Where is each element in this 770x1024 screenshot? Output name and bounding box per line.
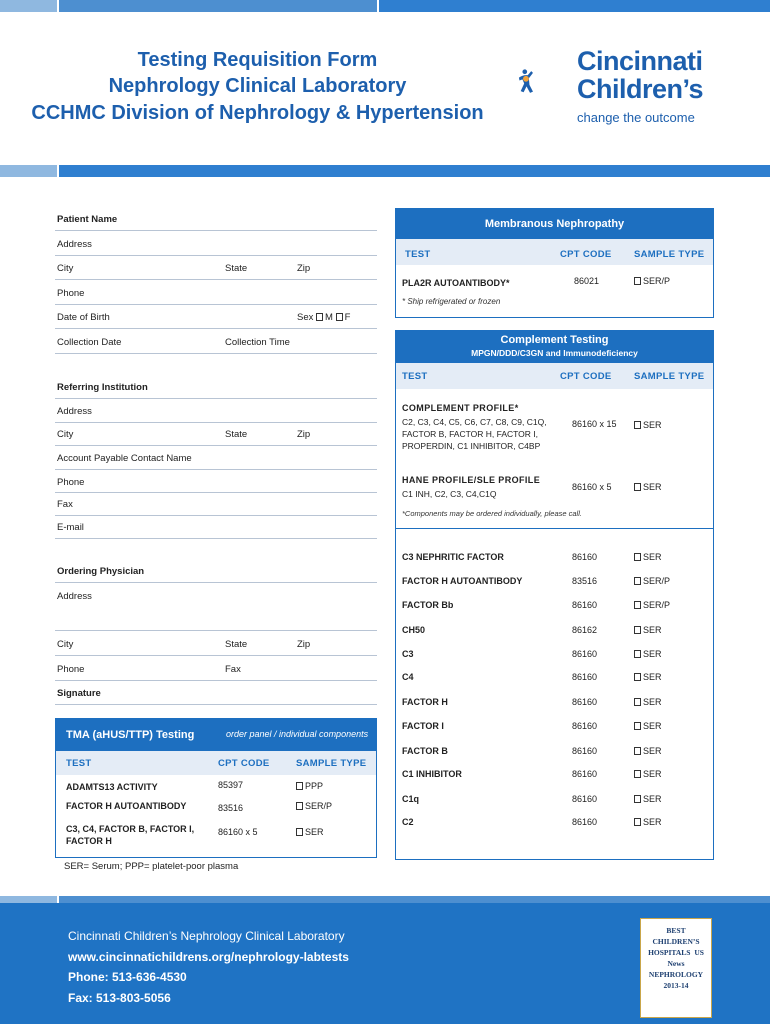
complement-row-cpt: 86160 [572, 672, 598, 682]
footer-url[interactable]: www.cincinnatichildrens.org/nephrology-labtests [68, 950, 349, 964]
membranous-title: Membranous Nephropathy [396, 209, 713, 239]
mn-note: * Ship refrigerated or frozen [402, 297, 501, 306]
complement-row-sample: SER [634, 746, 662, 756]
complement-row-sample: SER [634, 649, 662, 659]
mn-cpt: 86021 [574, 276, 600, 286]
sample-checkbox[interactable] [634, 483, 641, 491]
complement-row-cpt: 83516 [572, 576, 598, 586]
complement-row-cpt: 86160 [572, 721, 598, 731]
sample-legend: SER= Serum; PPP= platelet-poor plasma [64, 861, 239, 872]
sample-checkbox[interactable] [634, 421, 641, 429]
complement-row-test: FACTOR H [402, 697, 448, 707]
mn-col-sample: SAMPLE TYPE [634, 249, 705, 260]
tma-row-test: FACTOR H AUTOANTIBODY [66, 801, 187, 811]
sample-checkbox[interactable] [634, 818, 641, 826]
ord-address-label: Address [57, 591, 92, 602]
mn-sample: SER/P [634, 276, 670, 286]
ref-email-label: E-mail [57, 522, 84, 533]
complement-header [396, 331, 713, 363]
sample-checkbox[interactable] [634, 770, 641, 778]
patient-state-label: State [225, 263, 248, 274]
divider [55, 230, 377, 231]
complement-row-test: FACTOR I [402, 721, 444, 731]
ap-contact-label: Account Payable Contact Name [57, 453, 192, 464]
complement-row-cpt: 86160 [572, 552, 598, 562]
tma-row-test-line2: FACTOR H [66, 836, 112, 846]
patient-address-label: Address [57, 239, 92, 250]
sample-checkbox[interactable] [634, 795, 641, 803]
divider [55, 515, 377, 516]
complement-row-test: C1 INHIBITOR [402, 769, 462, 779]
complement-row-test: CH50 [402, 625, 426, 635]
ord-zip-label: Zip [297, 639, 311, 650]
divider [55, 328, 377, 329]
tma-col-cpt: CPT CODE [218, 758, 270, 769]
best-hospitals-badge-icon: BEST CHILDREN’S HOSPITALS US News NEPHROLOGY 2013-14 [640, 918, 712, 1018]
cp-col-sample: SAMPLE TYPE [634, 371, 705, 382]
divider [55, 398, 377, 399]
complement-row-cpt: 86160 [572, 794, 598, 804]
cp-col-test: TEST [402, 371, 428, 382]
sex-f-checkbox[interactable] [336, 313, 343, 321]
mn-col-test: TEST [405, 249, 431, 260]
mn-test: PLA2R AUTOANTIBODY* [402, 278, 510, 288]
tma-subtitle: order panel / individual components [226, 729, 369, 739]
divider [55, 304, 377, 305]
ordering-title: Ordering Physician [57, 566, 145, 577]
sample-checkbox[interactable] [296, 802, 303, 810]
running-child-logo-icon [516, 42, 576, 122]
complement-row-test: FACTOR B [402, 746, 448, 756]
ref-city-label: City [57, 429, 74, 440]
complement-row-sample: SER [634, 817, 662, 827]
divider [55, 279, 377, 280]
patient-name-label: Patient Name [57, 214, 118, 225]
ref-fax-label: Fax [57, 499, 73, 510]
complement-row-sample: SER [634, 672, 662, 682]
sample-checkbox[interactable] [296, 828, 303, 836]
complement-row-cpt: 86160 [572, 817, 598, 827]
sample-checkbox[interactable] [634, 747, 641, 755]
dob-label: Date of Birth [57, 312, 110, 323]
hane-profile: HANE PROFILE/SLE PROFILE [402, 475, 541, 485]
divider [55, 445, 377, 446]
lab-title: Nephrology Clinical Laboratory [108, 75, 407, 97]
complement-row-test: FACTOR H AUTOANTIBODY [402, 576, 523, 586]
profile-sample: SER [634, 420, 662, 430]
division-title: CCHMC Division of Nephrology & Hypertension [31, 102, 484, 124]
sample-checkbox[interactable] [634, 626, 641, 634]
complement-row-sample: SER/P [634, 600, 670, 610]
complement-row-test: FACTOR Bb [402, 600, 454, 610]
ord-fax-label: Fax [225, 664, 241, 675]
sample-checkbox[interactable] [296, 782, 303, 790]
profile-components: C2, C3, C4, C5, C6, C7, C8, C9, C1Q, [402, 417, 547, 427]
footer-stripe [0, 896, 770, 903]
complement-row-sample: SER [634, 625, 662, 635]
complement-row-test: C4 [402, 672, 414, 682]
tma-col-sample: SAMPLE TYPE [296, 758, 367, 769]
sample-checkbox[interactable] [634, 698, 641, 706]
complement-row-test: C1q [402, 794, 420, 804]
complement-row-test: C3 NEPHRITIC FACTOR [402, 552, 504, 562]
ref-phone-label: Phone [57, 477, 85, 488]
sex-field [297, 312, 350, 323]
ref-address-label: Address [57, 406, 92, 417]
hane-components: C1 INH, C2, C3, C4,C1Q [402, 489, 497, 499]
patient-phone-label: Phone [57, 288, 85, 299]
sex-f-label: F [344, 312, 351, 323]
sample-checkbox[interactable] [634, 577, 641, 585]
logo-line2: Children’s [577, 74, 704, 104]
divider [55, 469, 377, 470]
top-stripe [0, 0, 770, 12]
tma-row-cpt: 86160 x 5 [218, 827, 258, 837]
components-note: *Components may be ordered individually, please call. [402, 509, 582, 518]
sample-checkbox[interactable] [634, 277, 641, 285]
complement-row-sample: SER [634, 794, 662, 804]
divider [55, 655, 377, 656]
complement-row-test: C3 [402, 649, 414, 659]
divider [55, 704, 377, 705]
complement-row-sample: SER [634, 721, 662, 731]
complement-panel [395, 330, 714, 860]
sample-checkbox[interactable] [634, 673, 641, 681]
patient-zip-label: Zip [297, 263, 311, 274]
complement-row-cpt: 86160 [572, 600, 598, 610]
divider [55, 255, 377, 256]
complement-row-cpt: 86160 [572, 649, 598, 659]
logo-tagline: change the outcome [577, 110, 695, 125]
tma-header [56, 719, 376, 751]
tma-row-sample: SER [296, 827, 324, 837]
divider [55, 353, 377, 354]
sex-m-checkbox[interactable] [316, 313, 323, 321]
ref-zip-label: Zip [297, 429, 311, 440]
mn-col-cpt: CPT CODE [560, 249, 612, 260]
sex-m-label: M [325, 312, 333, 323]
complement-row-sample: SER [634, 697, 662, 707]
complement-row-test: C2 [402, 817, 414, 827]
sample-checkbox[interactable] [634, 553, 641, 561]
divider [55, 538, 377, 539]
sample-checkbox[interactable] [634, 601, 641, 609]
profile-components: PROPERDIN, C1 INHIBITOR, C4BP [402, 441, 541, 451]
sample-checkbox[interactable] [634, 722, 641, 730]
tma-panel [55, 718, 377, 858]
complement-row-cpt: 86160 [572, 697, 598, 707]
tma-row-sample: PPP [296, 781, 323, 791]
collection-date-label: Collection Date [57, 337, 122, 348]
divider [55, 680, 377, 681]
ord-phone-label: Phone [57, 664, 85, 675]
mid-stripe [0, 165, 770, 177]
profile-components: FACTOR B, FACTOR H, FACTOR I, [402, 429, 539, 439]
complement-row-cpt: 86160 [572, 746, 598, 756]
logo-line1: Cincinnati [577, 46, 703, 76]
tma-title: TMA (aHUS/TTP) Testing [66, 729, 195, 741]
sample-checkbox[interactable] [634, 650, 641, 658]
footer-fax: Fax: 513-803-5056 [68, 991, 171, 1005]
divider [55, 492, 377, 493]
complement-row-sample: SER [634, 552, 662, 562]
patient-city-label: City [57, 263, 74, 274]
profile-cpt: 86160 x 15 [572, 419, 617, 429]
divider [55, 630, 377, 631]
complement-row-sample: SER [634, 769, 662, 779]
tma-row-cpt: 83516 [218, 803, 244, 813]
tma-row-test: C3, C4, FACTOR B, FACTOR I, [66, 824, 195, 834]
hane-cpt: 86160 x 5 [572, 482, 612, 492]
complement-subtitle: MPGN/DDD/C3GN and Immunodeficiency [471, 348, 638, 358]
form-title: Testing Requisition Form [137, 49, 378, 71]
hane-sample: SER [634, 482, 662, 492]
tma-row-sample: SER/P [296, 801, 332, 811]
divider [55, 422, 377, 423]
divider [55, 582, 377, 583]
signature-label: Signature [57, 688, 101, 699]
ord-city-label: City [57, 639, 74, 650]
cp-col-cpt: CPT CODE [560, 371, 612, 382]
collection-time-label: Collection Time [225, 337, 290, 348]
membranous-panel [395, 208, 714, 318]
complement-profile: COMPLEMENT PROFILE* [402, 403, 519, 413]
tma-row-test: ADAMTS13 ACTIVITY [66, 782, 158, 792]
tma-row-cpt: 85397 [218, 780, 244, 790]
complement-title: Complement Testing [500, 334, 609, 346]
complement-row-cpt: 86162 [572, 625, 598, 635]
complement-row-cpt: 86160 [572, 769, 598, 779]
footer-lab: Cincinnati Children’s Nephrology Clinical Laboratory [68, 929, 345, 943]
complement-row-sample: SER/P [634, 576, 670, 586]
footer-phone: Phone: 513-636-4530 [68, 970, 187, 984]
sex-label: Sex [297, 312, 314, 323]
referring-title: Referring Institution [57, 382, 148, 393]
ref-state-label: State [225, 429, 248, 440]
ord-state-label: State [225, 639, 248, 650]
tma-col-test: TEST [66, 758, 92, 769]
